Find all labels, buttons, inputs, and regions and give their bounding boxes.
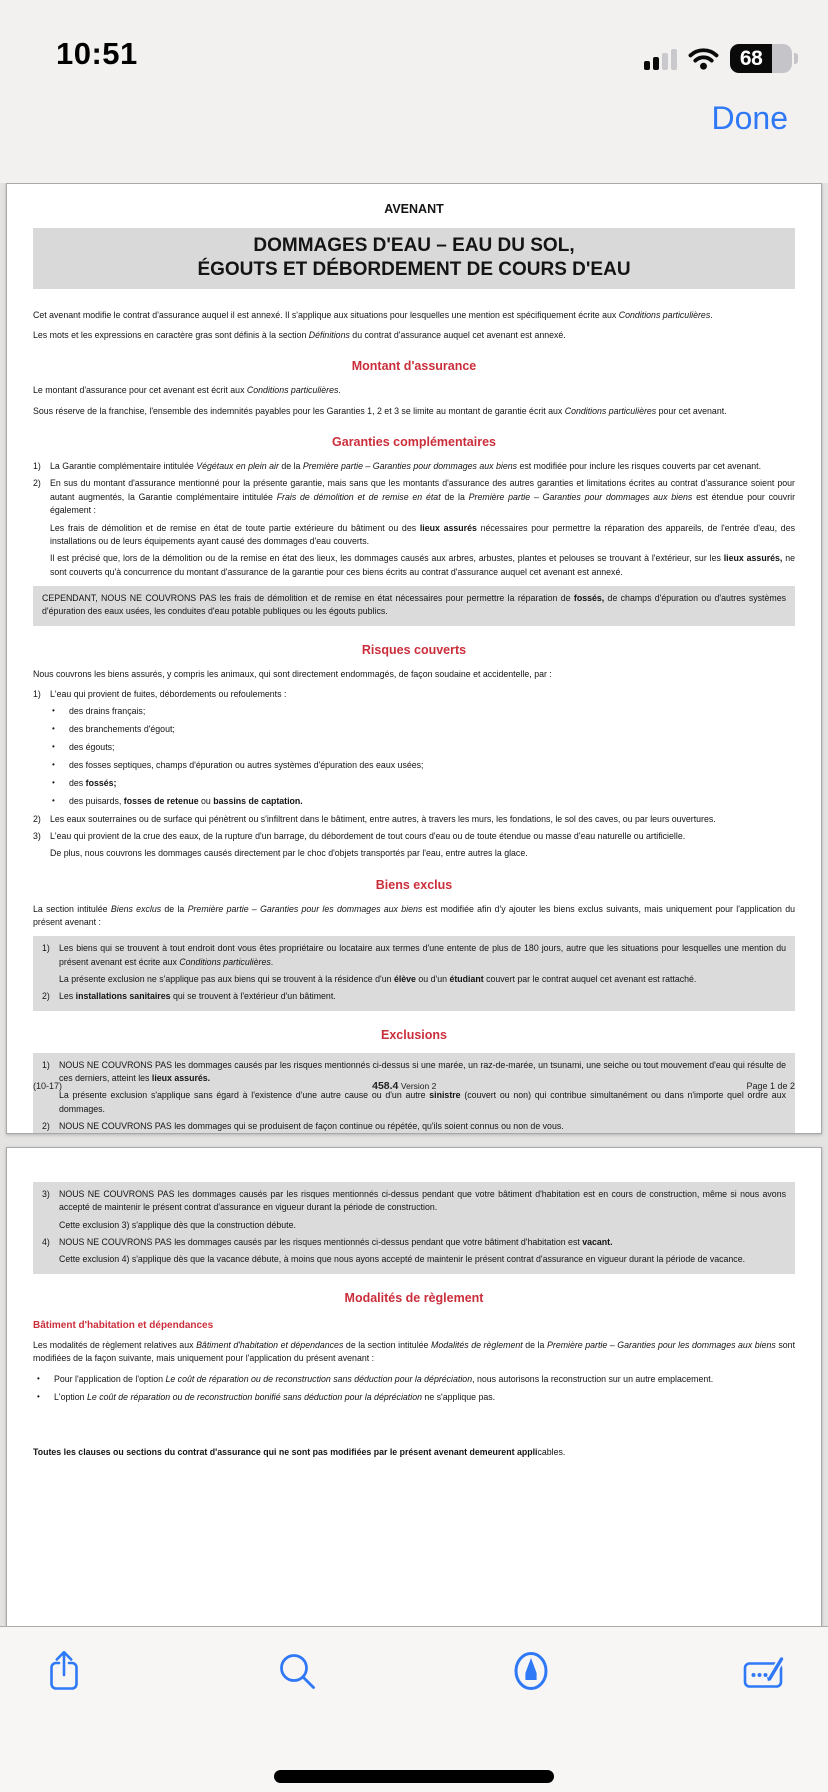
list-item bbox=[42, 942, 786, 969]
document-page-1 bbox=[6, 183, 822, 1134]
bullet-dot: • bbox=[52, 742, 55, 752]
bullet-text: des fossés; bbox=[69, 777, 117, 788]
list-item-text: NOUS NE COUVRONS PAS les dommages causés par les risques mentionnés ci-dessus si une marée, un raz-de-marée, un tsunami, une seiche ou tout mouvement d'eau qui résulte de ces derniers, atteint les lieux assurés. bbox=[59, 1059, 786, 1084]
bullet-dot: • bbox=[37, 1391, 40, 1401]
sub-paragraph: De plus, nous couvrons les dommages causés directement par le choc d'objets transportés par l'eau, entre autres la glace. bbox=[50, 848, 528, 859]
bullet-item bbox=[37, 1391, 795, 1404]
list-number: 3) bbox=[33, 830, 41, 841]
signature-icon bbox=[742, 1650, 786, 1692]
sub-paragraph: Cette exclusion 3) s'applique dès que la construction débute. bbox=[59, 1219, 296, 1230]
bullet-item bbox=[52, 705, 795, 718]
page-gap bbox=[0, 1134, 828, 1147]
bullet-dot: • bbox=[52, 759, 55, 769]
list-item-text: NOUS NE COUVRONS PAS les dommages qui se produisent de façon continue ou répétée, qu'ils soient connus ou non de vous. bbox=[59, 1121, 564, 1132]
section-heading-biens-exclus: Biens exclus bbox=[375, 877, 453, 892]
section-heading-risques: Risques couverts bbox=[361, 642, 467, 657]
bullet-item bbox=[52, 777, 795, 790]
list-number: 2) bbox=[42, 991, 50, 1002]
bullet-item bbox=[52, 723, 795, 736]
list-number: 1) bbox=[42, 1059, 50, 1070]
document-title-line2: ÉGOUTS ET DÉBORDEMENT DE COURS D'EAU bbox=[197, 259, 631, 281]
footer-page-number: Page 1 de 2 bbox=[746, 1081, 795, 1092]
sub-paragraph: Il est précisé que, lors de la démolition ou de la remise en état des lieux, les dommages causés aux arbres, arbustes, plantes et pelouses se trouvant à l'extérieur, sur les lieux assurés, ne sont couverts qu'à concurrence du montant d'assurance de la garantie pour ces biens écrits au contrat d'assurance auquel cet avenant est annexé. bbox=[50, 553, 796, 577]
list-item bbox=[42, 1236, 786, 1249]
closing-statement: Toutes les clauses ou sections du contrat d'assurance qui ne sont pas modifiées par le présent avenant demeurent applicables. bbox=[33, 1446, 566, 1457]
list-item-text: Les eaux souterraines ou de surface qui pénètrent ou s'infiltrent dans le bâtiment, entre autres, à travers les murs, les fondations, le sol des caves, ou par leurs ouvertures. bbox=[50, 813, 716, 824]
bottom-toolbar bbox=[0, 1626, 828, 1792]
montant-paragraph-2: Sous réserve de la franchise, l'ensemble des indemnités payables pour les Garanties 1, 2 et 3 se limite au montant de garantie écrit aux Conditions particulières pour cet avenant. bbox=[33, 405, 727, 416]
list-item-text: NOUS NE COUVRONS PAS les dommages causés par les risques mentionnés ci-dessus pendant que votre bâtiment d'habitation est en cours de construction, même si nous avons accepté de maintenir le présent contrat d'assurance en vigueur durant la période de construction. bbox=[59, 1189, 786, 1213]
clock-label: 10:51 bbox=[56, 36, 138, 71]
battery-empty-segment bbox=[772, 44, 792, 73]
list-item bbox=[33, 460, 795, 473]
list-item bbox=[33, 688, 795, 701]
list-item bbox=[42, 990, 786, 1003]
bullet-dot: • bbox=[52, 724, 55, 734]
footer-form-code: 458.4 bbox=[372, 1080, 399, 1093]
footer-form-number bbox=[372, 1079, 436, 1095]
page-footer bbox=[33, 1079, 795, 1095]
bullet-text: des branchements d'égout; bbox=[69, 724, 175, 735]
document-title-line1: DOMMAGES D'EAU – EAU DU SOL, bbox=[253, 235, 575, 256]
section-heading-exclusions: Exclusions bbox=[381, 1027, 447, 1042]
bullet-text: des égouts; bbox=[69, 742, 115, 753]
bullet-dot: • bbox=[37, 1373, 40, 1383]
avenant-kicker: AVENANT bbox=[384, 202, 444, 216]
modalites-intro: Les modalités de règlement relatives aux Bâtiment d'habitation et dépendances de la section intitulée Modalités de règlement de la Première partie – Garanties pour les dommages aux biens sont modifiées de la façon suivante, mais uniquement pour l'application du présent avenant : bbox=[33, 1339, 796, 1364]
list-item bbox=[42, 1120, 786, 1133]
list-number: 3) bbox=[42, 1189, 50, 1199]
footer-version-label: Version 2 bbox=[400, 1081, 437, 1092]
bullet-text: Pour l'application de l'option Le coût de réparation ou de reconstruction sans déduction pour la dépréciation, nous autorisons la reconstruction sur un autre emplacement. bbox=[54, 1373, 714, 1384]
sub-paragraph: Cette exclusion 4) s'applique dès que la vacance débute, à moins que nous ayons accepté de maintenir le présent contrat d'assurance en vigueur durant la période de vacance. bbox=[59, 1254, 746, 1265]
list-number: 2) bbox=[33, 478, 41, 489]
list-number: 1) bbox=[33, 689, 41, 700]
share-button[interactable] bbox=[42, 1647, 86, 1695]
bullet-dot: • bbox=[52, 706, 55, 716]
risques-intro: Nous couvrons les biens assurés, y compris les animaux, qui sont directement endommagés, de façon soudaine et accidentelle, par : bbox=[33, 668, 552, 679]
list-number: 2) bbox=[42, 1121, 50, 1132]
list-item-text: Les installations sanitaires qui se trouvent à l'extérieur d'un bâtiment. bbox=[59, 991, 336, 1002]
search-button[interactable] bbox=[275, 1647, 319, 1695]
list-item bbox=[33, 830, 795, 843]
bullet-item bbox=[37, 1373, 795, 1386]
sub-paragraph: La présente exclusion ne s'applique pas aux biens qui se trouvent à la résidence d'un élève ou d'un étudiant couvert par le contrat auquel cet avenant est rattaché. bbox=[59, 974, 697, 985]
list-item bbox=[33, 813, 795, 826]
list-item-text: Les biens qui se trouvent à tout endroit dont vous êtes propriétaire ou locataire aux termes d'une entente de plus de 180 jours, autre que les situations pour lesquelles une mention du présent avenant est écrite aux Conditions particulières. bbox=[59, 943, 786, 967]
bullet-text: des fosses septiques, champs d'épuration ou autres systèmes d'épuration des eaux usées; bbox=[69, 759, 424, 770]
section-heading-montant: Montant d'assurance bbox=[351, 359, 477, 374]
markup-pen-icon bbox=[511, 1649, 551, 1693]
montant-paragraph-1: Le montant d'assurance pour cet avenant est écrit aux Conditions particulières. bbox=[33, 385, 341, 396]
cellular-signal-icon bbox=[644, 47, 677, 70]
subsection-heading-batiment: Bâtiment d'habitation et dépendances bbox=[33, 1319, 214, 1331]
document-page-2 bbox=[6, 1147, 822, 1626]
section-heading-garanties: Garanties complémentaires bbox=[332, 435, 496, 450]
share-icon bbox=[45, 1649, 83, 1693]
highlight-box-biens-exclus bbox=[33, 936, 795, 1010]
status-icons bbox=[644, 44, 798, 73]
done-button[interactable]: Done bbox=[711, 100, 788, 136]
list-item-text: La Garantie complémentaire intitulée Végétaux en plein air de la Première partie – Garanties pour dommages aux biens est modifiée pour inclure les risques couverts par cet avenant. bbox=[50, 461, 762, 472]
list-number: 2) bbox=[33, 813, 41, 824]
intro-paragraph-1: Cet avenant modifie le contrat d'assurance auquel il est annexé. Il s'applique aux situations pour lesquelles une mention est spécifiquement écrite aux Conditions particulières. bbox=[33, 309, 713, 320]
sub-paragraph: Les frais de démolition et de remise en état de toute partie extérieure du bâtiment ou des lieux assurés nécessaires pour permettre la réparation des appareils, de l'entrée d'eau, des installations ou de leurs équipements ayant causé des dommages d'eau couverts. bbox=[50, 522, 795, 546]
bullet-dot: • bbox=[52, 777, 55, 787]
document-scroll-area[interactable] bbox=[0, 183, 828, 1626]
bullet-item bbox=[52, 795, 795, 808]
section-heading-modalites: Modalités de règlement bbox=[344, 1290, 484, 1305]
footer-edition-label: (10-17) bbox=[33, 1081, 63, 1092]
highlight-box-cependant: CEPENDANT, NOUS NE COUVRONS PAS les frais de démolition et de remise en état nécessaires pour permettre la réparation de fossés, de champs d'épuration ou d'autres systèmes d'épuration des eaux usées, les conduites d'eau potable publiques ou les égouts publics. bbox=[33, 586, 795, 626]
list-item bbox=[42, 1188, 786, 1215]
status-bar bbox=[0, 0, 828, 100]
sub-paragraph: La présente exclusion s'applique sans égard à l'existence d'une autre cause ou d'un autre sinistre (couvert ou non) qui contribue simultanément ou dans n'importe quel ordre aux dommages. bbox=[59, 1090, 786, 1114]
list-item bbox=[33, 477, 795, 517]
home-indicator[interactable] bbox=[274, 1770, 554, 1783]
list-item-text: En sus du montant d'assurance mentionné pour la présente garantie, mais sans que les montants d'assurance des autres garanties et limitations écrites au contrat d'assurance soient pour autant augmentés, la Garantie complémentaire intitulée Frais de démolition et de remise en état de la Première partie – Garanties pour dommages aux biens est étendue pour couvrir également : bbox=[50, 478, 796, 516]
list-number: 1) bbox=[42, 943, 50, 954]
intro-paragraph-2: Les mots et les expressions en caractère gras sont définis à la section Définitions du contrat d'assurance auquel cet avenant est annexé. bbox=[33, 329, 566, 340]
bullet-item bbox=[52, 759, 795, 772]
bullet-text: des puisards, fosses de retenue ou bassins de captation. bbox=[69, 795, 303, 806]
battery-percent-label: 68 bbox=[730, 44, 772, 73]
bullet-item bbox=[52, 741, 795, 754]
bullet-list bbox=[52, 705, 795, 808]
list-item-text: L'eau qui provient de la crue des eaux, de la rupture d'un barrage, du débordement de tout cours d'eau ou de toute étendue ou masse d'eau naturelle ou artificielle. bbox=[50, 830, 686, 841]
bullet-text: des drains français; bbox=[69, 706, 146, 717]
battery-nub bbox=[794, 53, 798, 64]
list-number: 1) bbox=[33, 461, 41, 472]
biens-intro: La section intitulée Biens exclus de la Première partie – Garanties pour les dommages aux biens est modifiée afin d'y ajouter les biens exclus suivants, mais uniquement pour l'application du présent avenant : bbox=[33, 903, 796, 927]
bullet-dot: • bbox=[52, 795, 55, 805]
signature-button[interactable] bbox=[742, 1647, 786, 1695]
markup-button[interactable] bbox=[509, 1647, 553, 1695]
list-item-text: NOUS NE COUVRONS PAS les dommages causés par les risques mentionnés ci-dessus pendant que votre bâtiment d'habitation est vacant. bbox=[59, 1237, 613, 1248]
bullet-text: L'option Le coût de réparation ou de reconstruction bonifié sans déduction pour la dépréciation ne s'applique pas. bbox=[54, 1391, 496, 1402]
document-title bbox=[33, 228, 795, 289]
highlight-box-exclusions-continued bbox=[33, 1182, 795, 1274]
list-number: 4) bbox=[42, 1237, 50, 1248]
battery-indicator bbox=[730, 44, 798, 73]
wifi-icon bbox=[688, 47, 719, 70]
list-item-text: L'eau qui provient de fuites, débordements ou refoulements : bbox=[50, 689, 287, 700]
search-icon bbox=[277, 1651, 317, 1691]
